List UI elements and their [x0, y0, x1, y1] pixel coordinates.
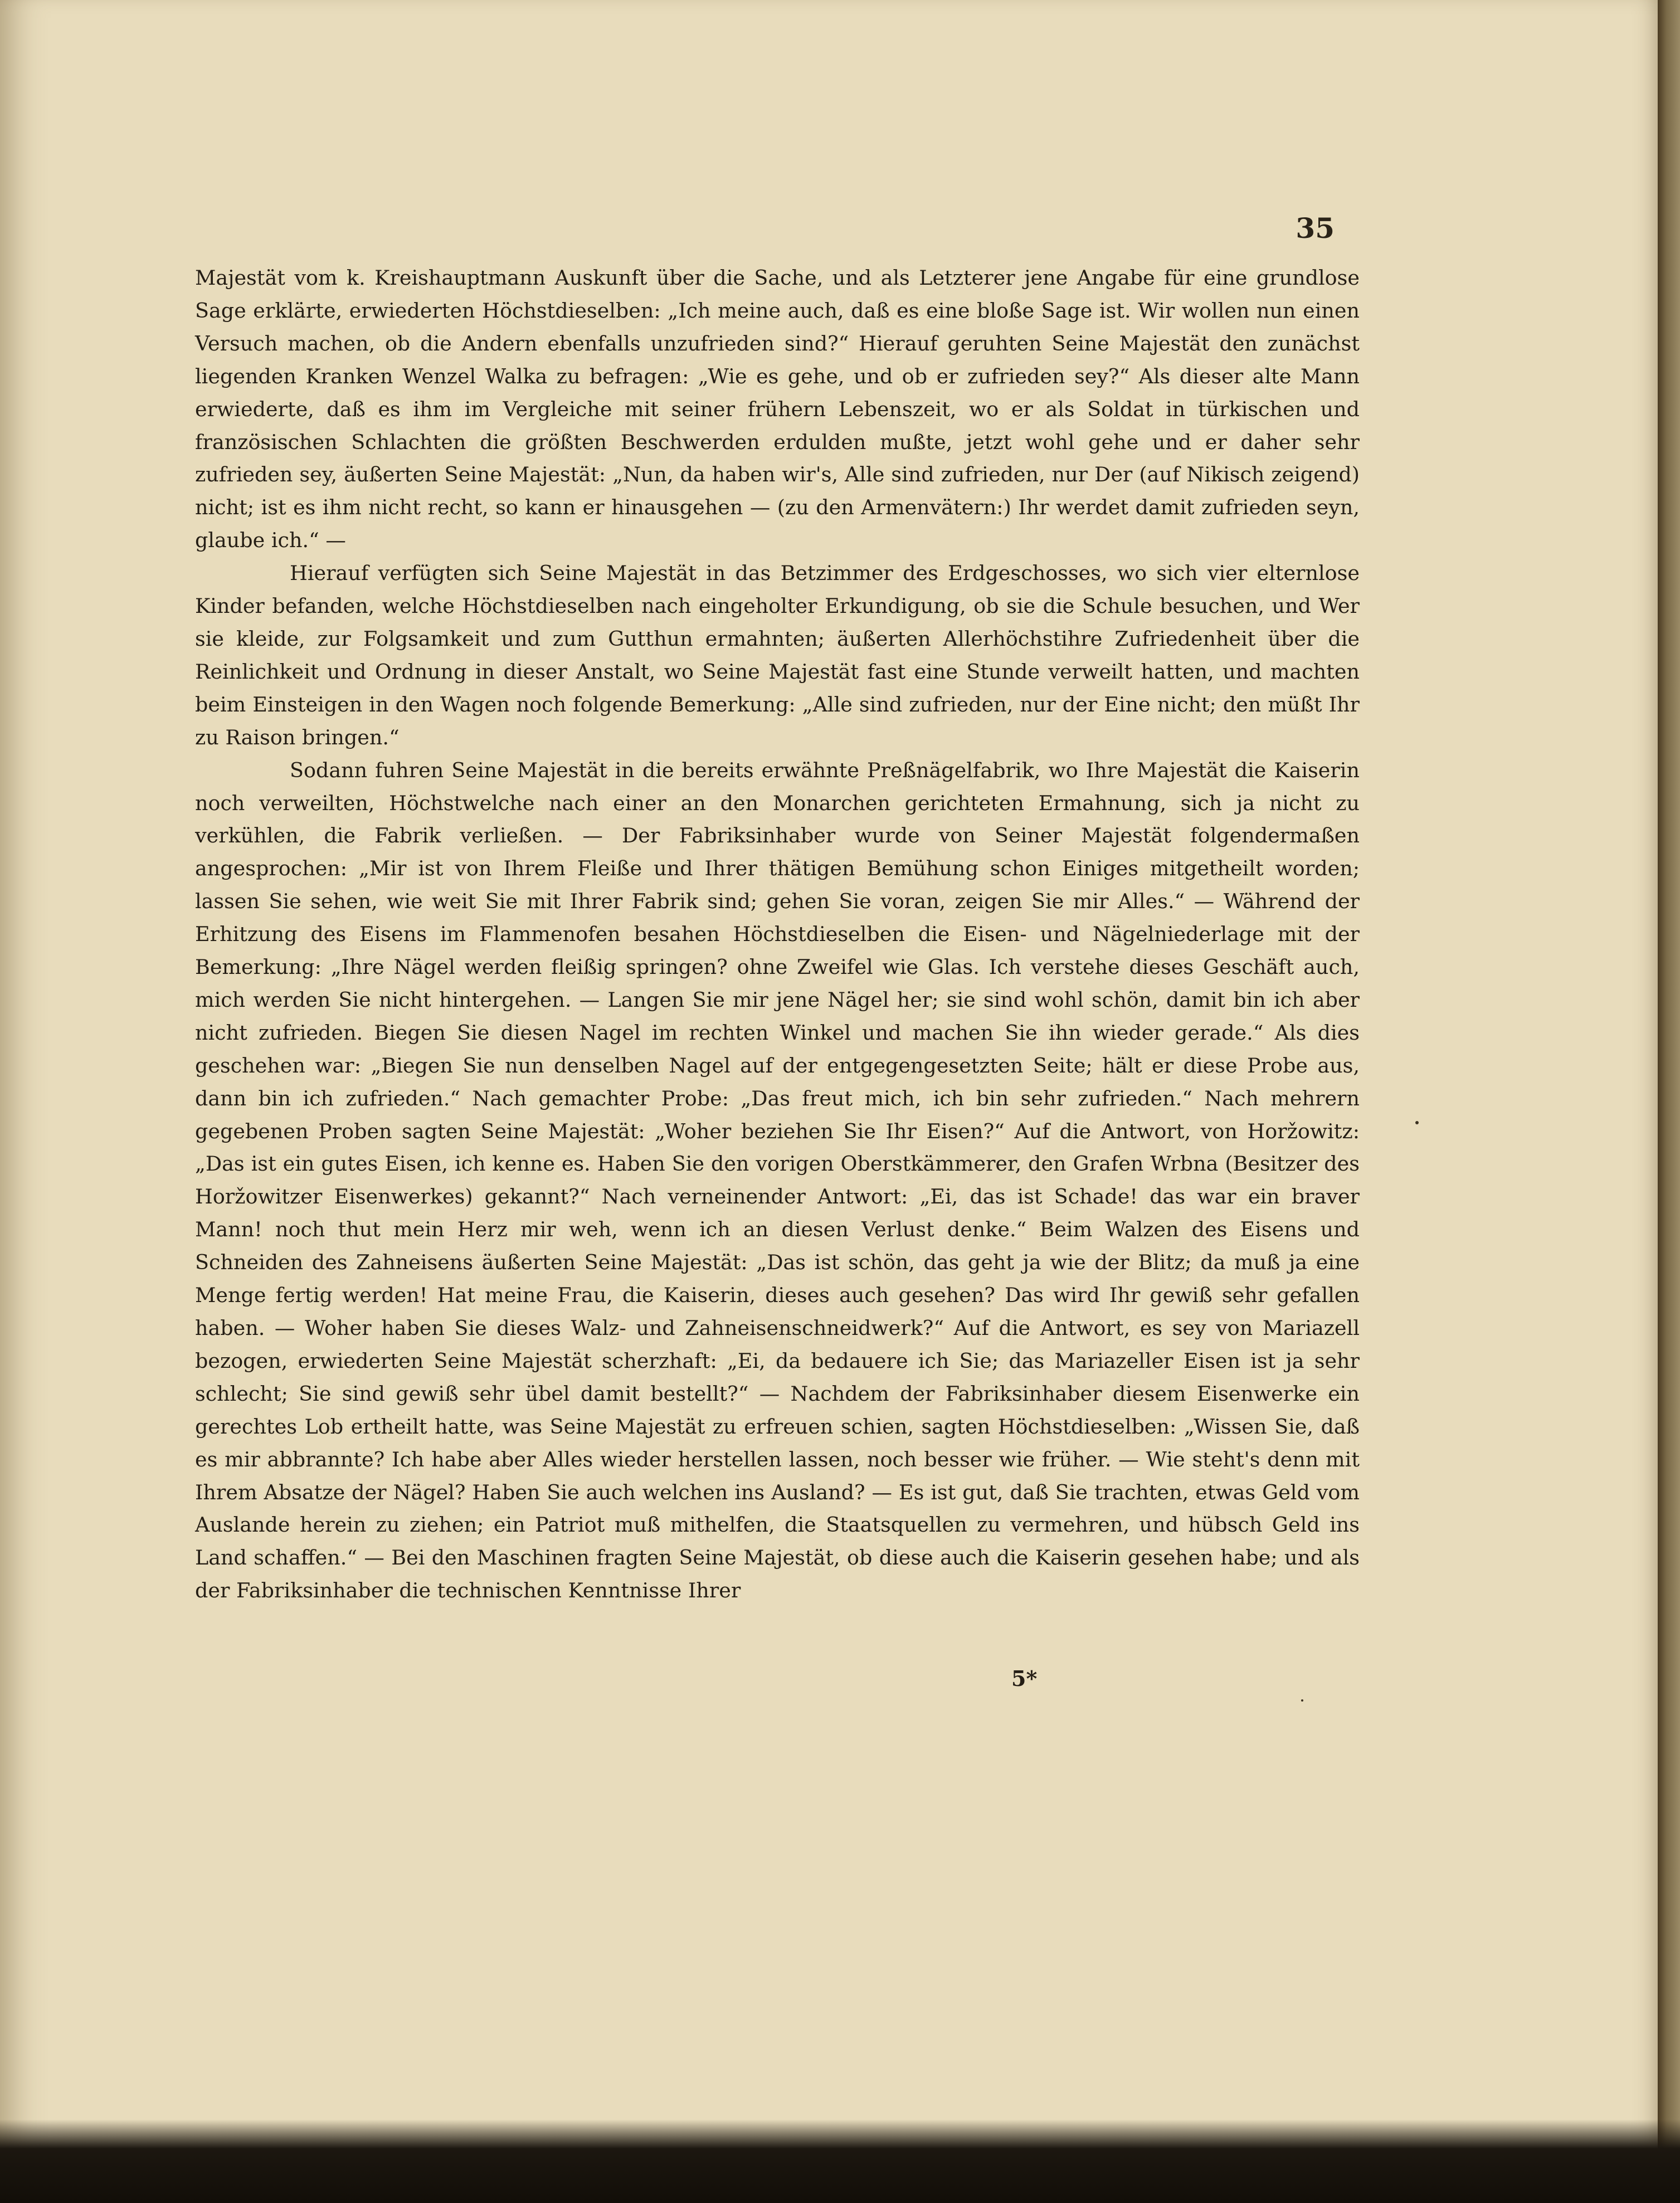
page-number: 35	[1296, 212, 1335, 245]
ink-speck	[1415, 1121, 1419, 1124]
signature-mark: 5*	[1011, 1666, 1038, 1691]
body-text	[195, 262, 1360, 1607]
scan-bottom-shadow	[0, 2119, 1680, 2203]
paragraph: Majestät vom k. Kreishauptmann Auskunft über die Sache, und als Letzterer jene Angabe für eine grundlose Sage erklärte, erwiederten Höchstdieselben: „Ich meine auch, daß es eine bloße Sage ist. Wir wollen nun einen Versuch machen, ob die Andern ebenfalls unzufrieden sind?“ Hierauf geruhten Seine Majestät den zunächst liegenden Kranken Wenzel Walka zu befragen: „Wie es gehe, und ob er zufrieden sey?“ Als dieser alte Mann erwiederte, daß es ihm im Vergleiche mit seiner frühern Lebenszeit, wo er als Soldat in türkischen und französischen Schlachten die größten Beschwerden erdulden mußte, jetzt wohl gehe und er daher sehr zufrieden sey, äußerten Seine Majestät: „Nun, da haben wir's, Alle sind zufrieden, nur Der (auf Nikisch zeigend) nicht; ist es ihm nicht recht, so kann er hinausgehen — (zu den Armenvätern:) Ihr werdet damit zufrieden seyn, glaube ich.“ —	[195, 266, 1360, 553]
paragraph: Hierauf verfügten sich Seine Majestät in das Betzimmer des Erdgeschosses, wo sich vier elternlose Kinder befanden, welche Höchstdieselben nach eingeholter Erkundigung, ob sie die Schule besuchen, und Wer sie kleide, zur Folgsamkeit und zum Gutthun ermahnten; äußerten Allerhöchstihre Zufriedenheit über die Reinlichkeit und Ordnung in dieser Anstalt, wo Seine Majestät fast eine Stunde verweilt hatten, und machten beim Einsteigen in den Wagen noch folgende Bemerkung: „Alle sind zufrieden, nur der Eine nicht; den müßt Ihr zu Raison bringen.“	[195, 561, 1360, 749]
page-edge-shadow	[1658, 0, 1680, 2203]
paragraph: Sodann fuhren Seine Majestät in die bereits erwähnte Preßnägelfabrik, wo Ihre Majestät die Kaiserin noch verweilten, Höchstwelche nach einer an den Monarchen gerichteten Ermahnung, sich ja nicht zu verkühlen, die Fabrik verließen. — Der Fabriksinhaber wurde von Seiner Majestät folgendermaßen angesprochen: „Mir ist von Ihrem Fleiße und Ihrer thätigen Bemühung schon Einiges mitgetheilt worden; lassen Sie sehen, wie weit Sie mit Ihrer Fabrik sind; gehen Sie voran, zeigen Sie mir Alles.“ — Während der Erhitzung des Eisens im Flammenofen besahen Höchstdieselben die Eisen- und Nägelniederlage mit der Bemerkung: „Ihre Nägel werden fleißig springen? ohne Zweifel wie Glas. Ich verstehe dieses Geschäft auch, mich werden Sie nicht hintergehen. — Langen Sie mir jene Nägel her; sie sind wohl schön, damit bin ich aber nicht zufrieden. Biegen Sie diesen Nagel im rechten Winkel und machen Sie ihn wieder gerade.“ Als dies geschehen war: „Biegen Sie nun denselben Nagel auf der entgegengesetzten Seite; hält er diese Probe aus, dann bin ich zufrieden.“ Nach gemachter Probe: „Das freut mich, ich bin sehr zufrieden.“ Nach mehrern gegebenen Proben sagten Seine Majestät: „Woher beziehen Sie Ihr Eisen?“ Auf die Antwort, von Horžowitz: „Das ist ein gutes Eisen, ich kenne es. Haben Sie den vorigen Oberstkämmerer, den Grafen Wrbna (Besitzer des Horžowitzer Eisenwerkes) gekannt?“ Nach verneinender Antwort: „Ei, das ist Schade! das war ein braver Mann! noch thut mein Herz mir weh, wenn ich an diesen Verlust denke.“ Beim Walzen des Eisens und Schneiden des Zahneisens äußerten Seine Majestät: „Das ist schön, das geht ja wie der Blitz; da muß ja eine Menge fertig werden! Hat meine Frau, die Kaiserin, dieses auch gesehen? Das wird Ihr gewiß sehr gefallen haben. — Woher haben Sie dieses Walz- und Zahneisenschneidwerk?“ Auf die Antwort, es sey von Mariazell bezogen, erwiederten Seine Majestät scherzhaft: „Ei, da bedauere ich Sie; das Mariazeller Eisen ist ja sehr schlecht; Sie sind gewiß sehr übel damit bestellt?“ — Nachdem der Fabriksinhaber diesem Eisenwerke ein gerechtes Lob ertheilt hatte, was Seine Majestät zu erfreuen schien, sagten Höchstdieselben: „Wissen Sie, daß es mir abbrannte? Ich habe aber Alles wieder herstellen lassen, noch besser wie früher. — Wie steht's denn mit Ihrem Absatze der Nägel? Haben Sie auch welchen ins Ausland? — Es ist gut, daß Sie trachten, etwas Geld vom Auslande herein zu ziehen; ein Patriot muß mithelfen, die Staatsquellen zu vermehren, und hübsch Geld ins Land schaffen.“ — Bei den Maschinen fragten Seine Majestät, ob diese auch die Kaiserin gesehen habe; und als der Fabriksinhaber die technischen Kenntnisse Ihrer	[195, 758, 1360, 1603]
ink-speck	[1301, 1699, 1303, 1702]
